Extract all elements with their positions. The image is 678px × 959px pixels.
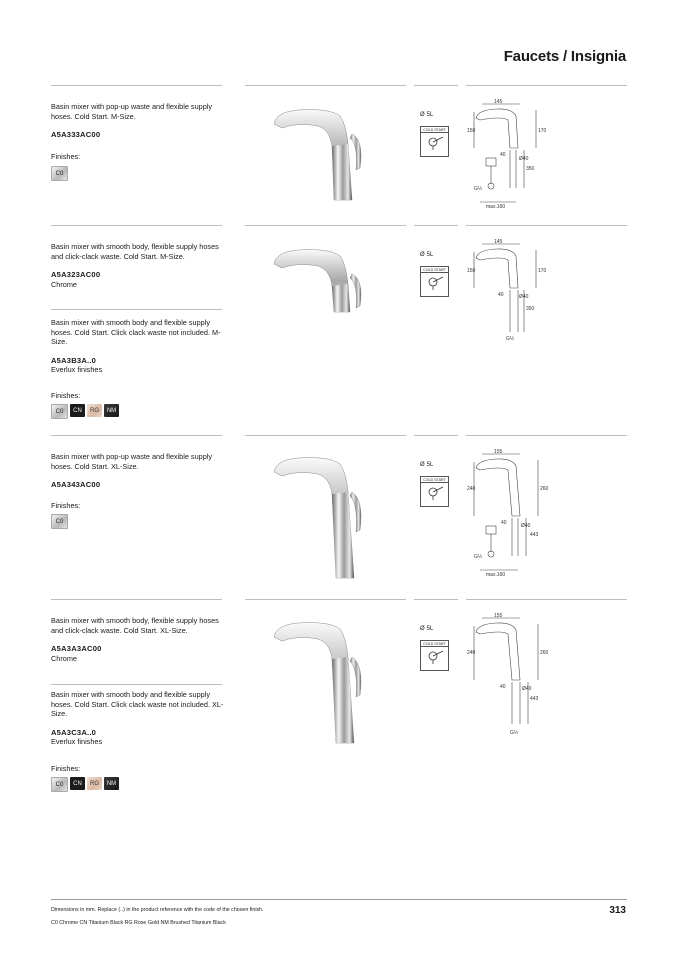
- dim-height: 350: [526, 166, 535, 172]
- finish-swatches: [51, 404, 119, 419]
- dim-left: 240: [467, 486, 476, 492]
- finishes-label: Finishes:: [51, 152, 81, 161]
- product-code: A5A323AC00: [51, 270, 101, 280]
- product-description: Basin mixer with pop-up waste and flexible supply hoses. Cold Start. M-Size.: [51, 102, 213, 121]
- dim-top: 155: [494, 613, 503, 619]
- cold-start-icon: COLD START: [420, 126, 449, 157]
- finishes-label: Finishes:: [51, 501, 81, 510]
- finish-swatches: [51, 777, 119, 792]
- divider: [51, 899, 627, 900]
- finish-swatch-titanium-black: CN: [70, 777, 85, 790]
- dim-hole: Ø40: [522, 686, 532, 692]
- finish-swatches: [51, 514, 68, 529]
- divider: [51, 85, 222, 86]
- dim-max: max.160: [486, 204, 506, 210]
- flow-rate-icon: Ø: [420, 112, 425, 118]
- faucet-photo: [268, 452, 378, 582]
- divider: [51, 684, 222, 685]
- flow-rate-icon: Ø: [420, 252, 425, 258]
- product-variant: Everlux finishes: [51, 737, 103, 747]
- cold-start-icon: COLD START: [420, 476, 449, 507]
- flow-rate-value: 5L: [426, 462, 434, 468]
- finishes-label: Finishes:: [51, 391, 81, 400]
- divider: [51, 309, 222, 310]
- flow-rate-value: 5L: [426, 252, 434, 258]
- divider: [51, 599, 222, 600]
- product-variant: Everlux finishes: [51, 365, 103, 375]
- dim-hole: Ø40: [519, 294, 529, 300]
- faucet-photo: [268, 104, 378, 204]
- technical-drawing: [466, 98, 556, 210]
- finishes-label: Finishes:: [51, 764, 81, 773]
- technical-drawing: [466, 448, 556, 578]
- dim-thread: G½: [506, 336, 515, 342]
- product-description: Basin mixer with smooth body and flexible supply hoses. Cold Start. Click clack waste not included. M-Size.: [51, 318, 221, 347]
- product-description: Basin mixer with pop-up waste and flexible supply hoses. Cold Start. XL-Size.: [51, 452, 213, 471]
- feature-icons: [420, 252, 454, 297]
- dim-top: 145: [494, 99, 503, 105]
- finish-swatch-rose-gold: RG: [87, 777, 102, 790]
- page-number: 313: [609, 905, 626, 916]
- dim-mid: 40: [498, 292, 504, 298]
- product-code: A5A3C3A..0: [51, 727, 97, 737]
- product-block: [51, 242, 226, 289]
- feature-icons: [420, 462, 454, 507]
- finish-swatches: [51, 166, 68, 181]
- flow-rate-icon: Ø: [420, 626, 425, 632]
- dim-right: 170: [538, 268, 547, 274]
- dim-right: 260: [540, 650, 549, 656]
- flow-rate-value: 5L: [426, 112, 434, 118]
- product-code: A5A3B3A..0: [51, 355, 97, 365]
- product-variant: Chrome: [51, 653, 77, 663]
- finish-swatch-chrome: C0: [51, 404, 68, 419]
- divider: [466, 599, 627, 600]
- dim-max: max.160: [486, 572, 506, 578]
- dim-height: 443: [530, 532, 539, 538]
- dim-mid: 40: [501, 520, 507, 526]
- divider: [414, 435, 458, 436]
- product-block: [51, 616, 226, 663]
- dim-top: 155: [494, 449, 503, 455]
- dim-right: 170: [538, 128, 547, 134]
- dim-hole: Ø40: [519, 156, 529, 162]
- divider: [51, 225, 222, 226]
- footer-note: Dimensions in mm. Replace (..) in the product reference with the code of the chosen finish.: [51, 907, 264, 913]
- product-block: [51, 690, 226, 747]
- divider: [414, 85, 458, 86]
- dim-thread: G½: [510, 730, 519, 736]
- feature-icons: [420, 112, 454, 157]
- page-title: Faucets / Insignia: [503, 48, 626, 65]
- technical-drawing: [466, 238, 556, 342]
- dim-height: 443: [530, 696, 539, 702]
- finish-swatch-brushed-titanium-black: NM: [104, 777, 119, 790]
- divider: [414, 225, 458, 226]
- finish-swatch-brushed-titanium-black: NM: [104, 404, 119, 417]
- finish-swatch-chrome: C0: [51, 166, 68, 181]
- divider: [466, 435, 627, 436]
- faucet-photo: [268, 244, 378, 314]
- dim-thread: G½: [474, 554, 483, 560]
- dim-right: 260: [540, 486, 549, 492]
- dim-top: 145: [494, 239, 503, 245]
- product-variant: Chrome: [51, 279, 77, 289]
- feature-icons: [420, 626, 454, 671]
- divider: [245, 225, 406, 226]
- divider: [51, 435, 222, 436]
- product-code: A5A343AC00: [51, 480, 101, 490]
- finish-legend: C0 Chrome CN Titanium Black RG Rose Gold NM Brushed Titanium Black: [51, 920, 226, 926]
- finish-swatch-chrome: C0: [51, 777, 68, 792]
- product-description: Basin mixer with smooth body, flexible supply hoses and click-clack waste. Cold Start. XL-Size.: [51, 616, 219, 635]
- flow-rate-value: 5L: [426, 626, 434, 632]
- finish-swatch-titanium-black: CN: [70, 404, 85, 417]
- dim-left: 150: [467, 128, 476, 134]
- divider: [245, 85, 406, 86]
- finish-swatch-chrome: C0: [51, 514, 68, 529]
- product-code: A5A3A3AC00: [51, 644, 102, 654]
- divider: [466, 225, 627, 226]
- product-description: Basin mixer with smooth body, flexible supply hoses and click-clack waste. Cold Start. M-Size.: [51, 242, 219, 261]
- dim-mid: 40: [500, 152, 506, 158]
- product-block: [51, 318, 226, 375]
- divider: [245, 435, 406, 436]
- divider: [414, 599, 458, 600]
- dim-mid: 40: [500, 684, 506, 690]
- faucet-photo: [268, 617, 378, 747]
- technical-drawing: [466, 612, 556, 740]
- product-code: A5A333AC00: [51, 130, 101, 140]
- flow-rate-icon: Ø: [420, 462, 425, 468]
- divider: [245, 599, 406, 600]
- divider: [466, 85, 627, 86]
- dim-height: 350: [526, 306, 535, 312]
- cold-start-icon: COLD START: [420, 266, 449, 297]
- dim-left: 240: [467, 650, 476, 656]
- product-block: [51, 102, 226, 140]
- product-block: [51, 452, 226, 490]
- dim-thread: G½: [474, 186, 483, 192]
- cold-start-icon: COLD START: [420, 640, 449, 671]
- finish-swatch-rose-gold: RG: [87, 404, 102, 417]
- product-description: Basin mixer with smooth body and flexible supply hoses. Cold Start. Click clack waste not included. XL-Size.: [51, 690, 224, 719]
- dim-left: 150: [467, 268, 476, 274]
- dim-hole: Ø40: [521, 523, 531, 529]
